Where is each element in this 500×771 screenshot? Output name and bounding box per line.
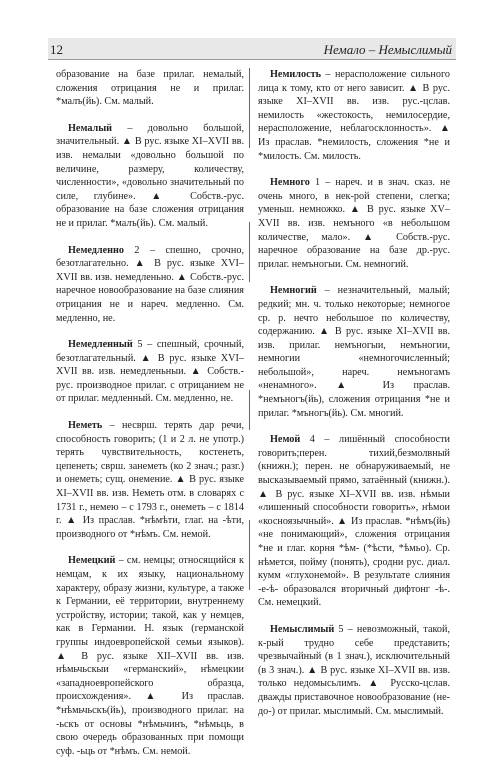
entry-body: 4 – лишённый способности говорить;перен. тихий,безмолвный (книжн.); перен. не обнаруживаемый, не высказываемый прямо, затаённый (книжн.). ▲ В рус. языке XI–XVII вв. изв. нѣмыи «лишенный способности говорить», нѣмои «косноязычный». ▲ Из праслав. *нѣмъ(йь) «не понимающий», сложения отрицания *не и глаг. корня *ѣм- (*ѣсти, *ѣмьо). Ср. нѣмется, пойму (понять), сродни рус. диал. кумм «глухонемой». В результате слияния -е-ѣ- образовался вторичный дифтонг -ѣ-. См. немецкий.	[258, 434, 450, 609]
dictionary-entry	[56, 419, 244, 541]
column-separator-1	[249, 68, 250, 148]
left-column	[56, 68, 244, 771]
dictionary-entry	[56, 68, 244, 109]
headword: Немилость	[270, 69, 321, 80]
dictionary-entry	[56, 122, 244, 231]
entry-body: – см. немцы; относящийся к немцам, к их языку, национальному характеру, образу жизни, культуре, а также к Германии, её территории, внутреннему устройству, истории; такой, как у немцев, как в Германии. Н. язык (германской группы индоевропейской семьи языков). ▲ В рус. языке XII–XVII вв. изв. нѣмьчьскыи «германский», нѣмецкии «западноевропейского образца, происхождения». ▲ Из праслав. *нѣмьчьскъ(йь), производного прилаг. на -ьскъ от основы *нѣмьчинъ, *нѣмьць, в свою очередь образованных при помощи суф. -ьць от *нѣмъ. См. немой.	[56, 555, 244, 757]
entry-body: – нерасположение сильного лица к тому, кто от него зависит. ▲ В рус. языке XI–XVII вв. изв. рус.-цслав. немилость «жестокость, немилосердие, нерасположение, неблагосклонность». ▲ Из праслав. *немилость, сложения *не и *милость. См. милость.	[258, 69, 450, 162]
dictionary-entry	[56, 244, 244, 326]
right-column	[258, 68, 450, 731]
column-separator-4	[249, 520, 250, 590]
running-head: Немало – Немыслимый	[323, 42, 452, 57]
entry-body: образование на базе прилаг. немалый, сложения отрицания не и прилаг. *малъ(йь). См. малый.	[56, 69, 244, 108]
headword: Немой	[270, 434, 301, 446]
dictionary-entry	[258, 68, 450, 163]
entry-body: – довольно большой, значительный. ▲ В рус. языке XI–XVII вв. изв. немалыи «довольно большой по величине, размеру, количеству, численности», «довольно значительный по силе, глубине». ▲ Собств.-рус. образование на базе сложения отрицания не и прилаг. *малъ(йь). См. малый.	[56, 122, 244, 229]
entry-body: – несврш. терять дар речи, способность говорить; (1 и 2 л. не употр.) терять чувствительность, костенеть, цепенеть; сврш. занеметь (ко 2 знач.; разг.) и онеметь; сущ. онемение. ▲ В рус. языке XI–XVII вв. изв. Неметь отм. в словарях с 1731 г., немею – с 1793 г., онеметь – с 1814 г. ▲ Из праслав. *нѣмѣти, глаг. на -ѣти, производного от *нѣмъ. См. немой.	[56, 420, 244, 540]
headword: Немыслимый	[270, 623, 335, 635]
column-separator-3	[249, 390, 250, 430]
page-number: 12	[50, 42, 63, 57]
headword: Неметь	[68, 420, 103, 432]
headword: Немного	[270, 177, 310, 189]
page-header	[48, 38, 456, 60]
dictionary-entry	[56, 554, 244, 758]
headword: Немалый	[68, 122, 113, 134]
dictionary-entry	[258, 433, 450, 610]
headword: Немногий	[270, 285, 317, 297]
entry-body: 5 – спешный, срочный, безотлагательный. ▲ В рус. языке XVI–XVII вв. изв. немедленьныи. ▲ Собств.-рус. производное прилаг. с отрицанием не от прилаг. медленный. См. медленно, не.	[56, 339, 244, 405]
entry-body: 1 – нареч. и в знач. сказ. не очень много, в нек-рой степени, слегка; уменьш. немножко. ▲ В рус. языке XV–XVII вв. изв. немъного «в небольшом количестве, мало». ▲ Собств.-рус. наречное образование на базе др.-рус. прилаг. немъногыи. См. немногий.	[258, 177, 450, 270]
dictionary-entry	[258, 176, 450, 271]
headword: Немедленный	[68, 339, 133, 351]
headword: Немедленно	[68, 244, 124, 256]
dictionary-entry	[258, 623, 450, 718]
entry-body: 2 – спешно, срочно, безотлагательно. ▲ В рус. языке XVI–XVII вв. изв. немедленьно. ▲ Собств.-рус. наречное новообразование на базе слияния отрицания не и нареч. медленно. См. медленно, не.	[56, 244, 244, 324]
dictionary-entry	[258, 284, 450, 420]
entry-body: 5 – невозможный, такой, к-рый трудно себе представить; чрезвычайный (в 1 знач.), исключительный (в 3 знач.). ▲ В рус. языке XI–XVII вв. изв. только недомысьлимъ. ▲ Русско-цслав. дважды приставочное новообразование (не-до-) от прилаг. мыслимый. См. мыслимый.	[258, 623, 450, 717]
entry-body: – незначительный, малый; редкий; мн. ч. только некоторые; немногое ср. р. нечто небольшое по количеству, содержанию. ▲ В рус. языке XI–XVII вв. изв. прилаг. немъногыи, немъногии, немногии «немногочисленный; небольшой», нареч. немъногамъ «ненамного». ▲ Из праслав. *немъногъ(йь), сложения отрицания *не и прилаг. *мъногъ(йь). См. многий.	[258, 285, 450, 419]
column-separator-2	[249, 222, 250, 282]
headword: Немецкий	[68, 555, 116, 567]
dictionary-entry	[56, 338, 244, 406]
